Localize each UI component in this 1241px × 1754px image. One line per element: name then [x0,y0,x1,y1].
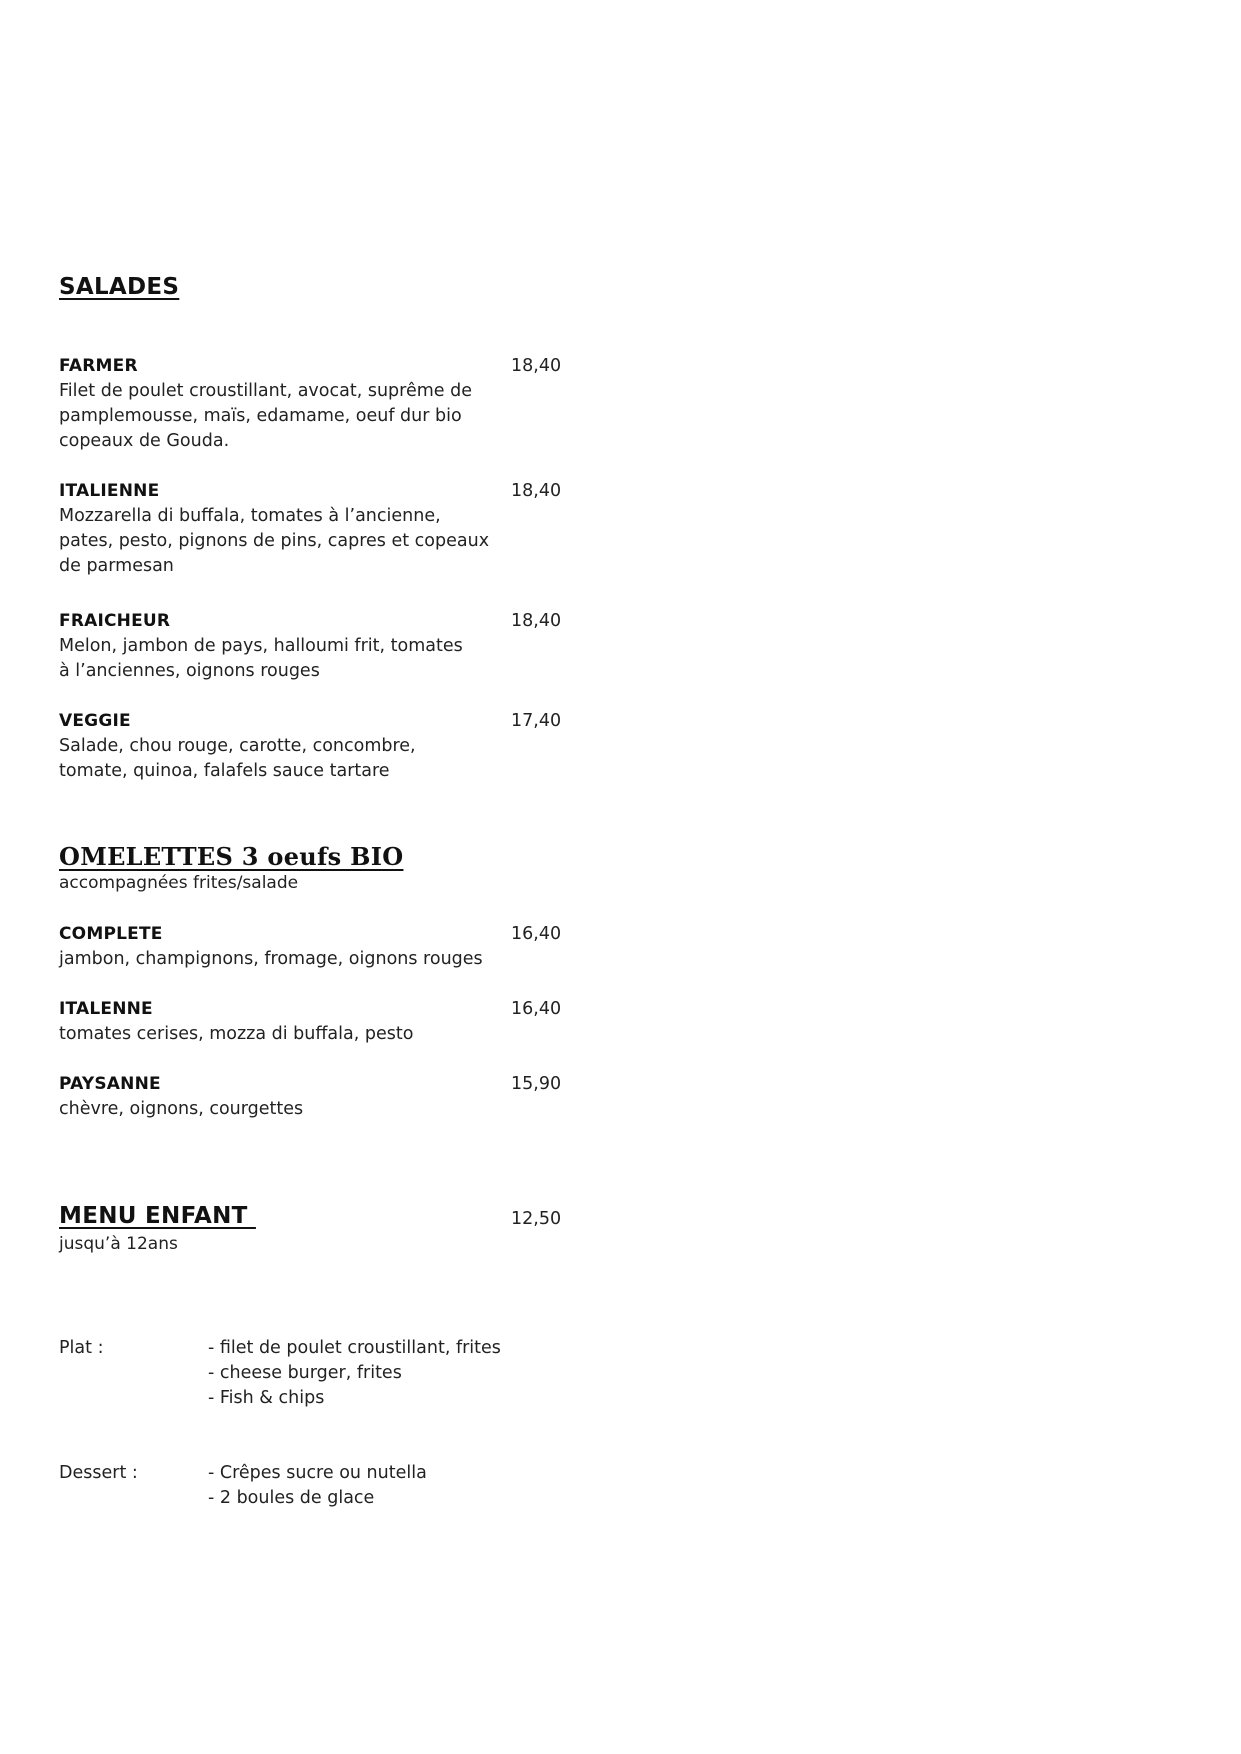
item-name: FARMER [59,356,138,376]
item-price: 18,40 [511,481,562,501]
item-price: 15,90 [511,1074,562,1094]
menu-item-veggie [59,709,569,784]
dessert-label: Dessert : [59,1463,138,1483]
item-price: 16,40 [511,999,562,1019]
menu-enfant-price: 12,50 [511,1209,562,1229]
list-item: - filet de poulet croustillant, frites [208,1338,501,1358]
desc-line: chèvre, oignons, courgettes [59,1099,304,1119]
desc-line: à l’anciennes, oignons rouges [59,661,320,681]
item-name: COMPLETE [59,924,163,944]
desc-line: Melon, jambon de pays, halloumi frit, tomates [59,636,463,656]
desc-line: Salade, chou rouge, carotte, concombre, [59,736,416,756]
list-item: - Fish & chips [208,1388,325,1408]
desc-line: pamplemousse, maïs, edamame, oeuf dur bio [59,406,462,426]
item-price: 16,40 [511,924,562,944]
list-item: - 2 boules de glace [208,1488,375,1508]
section-title-menu-enfant: MENU ENFANT [59,1203,256,1229]
menu-item-farmer [59,354,569,454]
item-description [59,734,499,784]
desc-line: jambon, champignons, fromage, oignons rouges [59,949,483,969]
item-name: PAYSANNE [59,1074,161,1094]
desc-line: de parmesan [59,556,174,576]
menu-item-paysanne [59,1072,569,1122]
dessert-options [208,1461,427,1511]
section-title-omelettes: OMELETTES 3 oeufs BIO [59,842,404,871]
section-title-salades: SALADES [59,274,180,300]
item-description [59,504,499,579]
item-name: FRAICHEUR [59,611,171,631]
desc-line: Mozzarella di buffala, tomates à l’ancienne, [59,506,441,526]
desc-line: tomates cerises, mozza di buffala, pesto [59,1024,414,1044]
menu-item-fraicheur [59,609,569,684]
desc-line: pates, pesto, pignons de pins, capres et copeaux [59,531,490,551]
section-subtitle-omelettes: accompagnées frites/salade [59,873,299,893]
item-description [59,947,499,972]
item-description [59,1022,499,1047]
item-description [59,1097,499,1122]
desc-line: copeaux de Gouda. [59,431,230,451]
item-name: ITALENNE [59,999,153,1019]
menu-item-italenne [59,997,569,1047]
item-price: 18,40 [511,356,562,376]
item-description [59,379,499,454]
item-price: 18,40 [511,611,562,631]
plat-label: Plat : [59,1338,104,1358]
list-item: - Crêpes sucre ou nutella [208,1463,427,1483]
desc-line: Filet de poulet croustillant, avocat, suprême de [59,381,472,401]
item-price: 17,40 [511,711,562,731]
list-item: - cheese burger, frites [208,1363,402,1383]
item-description [59,634,499,684]
item-name: ITALIENNE [59,481,160,501]
item-name: VEGGIE [59,711,131,731]
menu-item-italienne [59,479,569,579]
section-subtitle-menu-enfant: jusqu’à 12ans [59,1234,178,1254]
plat-options [208,1336,501,1411]
desc-line: tomate, quinoa, falafels sauce tartare [59,761,390,781]
menu-item-complete [59,922,569,972]
